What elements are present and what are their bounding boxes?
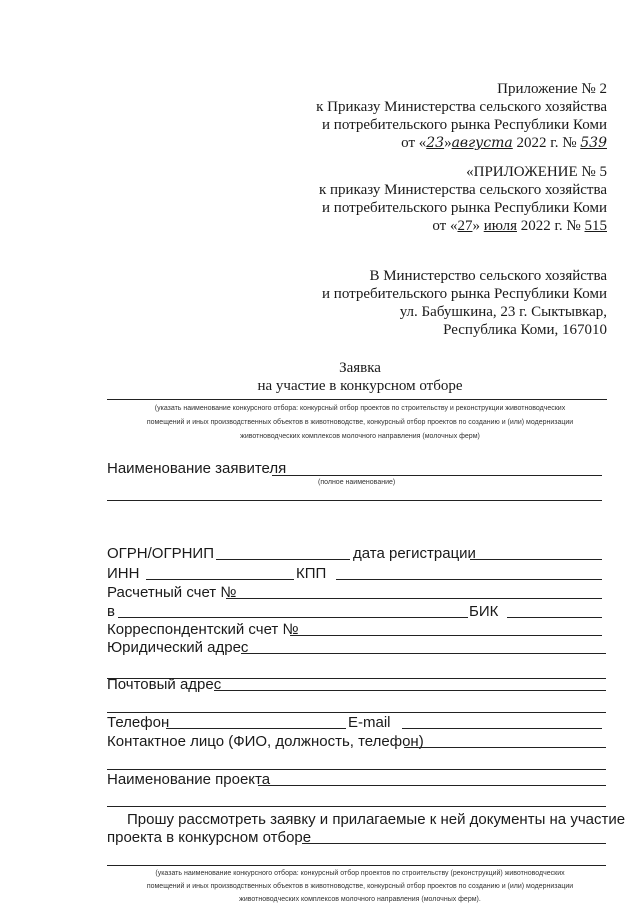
postal-address-field[interactable] (214, 690, 606, 691)
competition-name-line[interactable] (107, 399, 607, 400)
order-reference-2: к приказу Министерства сельского хозяйства (318, 182, 607, 198)
reg-date-label: дата регистрации (353, 545, 476, 562)
note-2-line-3: животноводческих комплексов молочного направления (молочных ферм). (239, 896, 481, 903)
date-month-2: июля (483, 218, 517, 234)
note-1-line-2: помещений и иных производственных объектов в животноводстве, конкурсный отбор проектов по созданию и (или) модернизации (146, 419, 574, 426)
inn-label: ИНН (107, 565, 140, 582)
date-year: 2022 г. № (516, 135, 577, 151)
note-2-line-2: помещений и иных производственных объектов в животноводстве, конкурсный отбор проектов по созданию и (или) модернизации (146, 883, 574, 890)
contact-person-label: Контактное лицо (ФИО, должность, телефон) (107, 733, 424, 750)
ogrn-label: ОГРН/ОГРНИП (107, 545, 214, 562)
applicant-label: Наименование заявителя (107, 460, 287, 477)
phone-field[interactable] (166, 728, 346, 729)
order-date (401, 134, 607, 152)
phone-label: Телефон (107, 714, 170, 731)
bank-in-label: в (107, 603, 115, 620)
date-month: августа (451, 135, 513, 151)
date-prefix-2: от « (432, 218, 458, 234)
project-name-label: Наименование проекта (107, 771, 271, 788)
form-title: Заявка (339, 360, 381, 376)
note-1-line-1: (указать наименование конкурсного отбора: конкурсный отбор проектов по строительству и реконструкции животноводческих (154, 405, 566, 412)
bik-label: БИК (469, 603, 499, 620)
appendix-5-title: «ПРИЛОЖЕНИЕ № 5 (466, 164, 607, 180)
email-field[interactable] (402, 728, 602, 729)
bank-name-field[interactable] (118, 617, 468, 618)
addressee-line-2: и потребительского рынка Республики Коми (322, 286, 607, 302)
applicant-field-continuation[interactable] (107, 500, 602, 501)
kpp-label: КПП (296, 565, 327, 582)
note-1-line-3: животноводческих комплексов молочного направления (молочных ферм) (240, 433, 480, 440)
applicant-field[interactable] (272, 475, 602, 476)
note-2-line-1: (указать наименование конкурсного отбора: конкурсный отбор проектов по строительству (реконструкций) животноводческих (155, 870, 565, 877)
contact-person-continuation[interactable] (107, 769, 606, 770)
form-subtitle: на участие в конкурсном отборе (257, 378, 463, 394)
date-year-2: 2022 г. № (520, 218, 581, 234)
applicant-hint: (полное наименование) (318, 479, 396, 486)
contact-person-field[interactable] (404, 747, 606, 748)
ogrn-field[interactable] (216, 559, 350, 560)
appendix-2-title: Приложение № 2 (497, 81, 607, 97)
addressee-line-1: В Министерство сельского хозяйства (369, 268, 607, 284)
date-mid: » (444, 135, 452, 151)
ministry-name-2: и потребительского рынка Республики Коми (322, 200, 607, 216)
kpp-field[interactable] (336, 579, 602, 580)
order-number: 539 (580, 135, 607, 151)
bik-field[interactable] (507, 617, 602, 618)
corr-account-field[interactable] (290, 635, 602, 636)
addressee-line-3: ул. Бабушкина, 23 г. Сыктывкар, (399, 304, 607, 320)
ministry-name: и потребительского рынка Республики Коми (322, 117, 607, 133)
corr-account-label: Корреспондентский счет № (107, 621, 299, 638)
request-competition-continuation[interactable] (107, 865, 606, 866)
account-field[interactable] (226, 598, 602, 599)
postal-address-continuation[interactable] (107, 712, 606, 713)
postal-address-label: Почтовый адрес (107, 676, 222, 693)
order-reference: к Приказу Министерства сельского хозяйства (316, 99, 607, 115)
reg-date-field[interactable] (470, 559, 602, 560)
addressee-line-4: Республика Коми, 167010 (443, 322, 607, 338)
legal-address-field[interactable] (241, 653, 606, 654)
account-label: Расчетный счет № (107, 584, 237, 601)
date-day-2: 27 (457, 218, 473, 234)
date-prefix: от « (401, 135, 427, 151)
project-name-continuation[interactable] (107, 806, 606, 807)
project-name-field[interactable] (258, 785, 606, 786)
legal-address-label: Юридический адрес (107, 639, 249, 656)
date-mid-2: » (472, 218, 480, 234)
date-day: 23 (426, 135, 445, 151)
request-line-2: проекта в конкурсном отборе (107, 829, 312, 846)
request-competition-field[interactable] (302, 843, 606, 844)
email-label: E-mail (348, 714, 391, 731)
order-date-2 (432, 217, 607, 235)
request-line-1: Прошу рассмотреть заявку и прилагаемые к ней документы на участие (127, 811, 626, 828)
inn-field[interactable] (146, 579, 294, 580)
order-number-2: 515 (584, 218, 607, 234)
